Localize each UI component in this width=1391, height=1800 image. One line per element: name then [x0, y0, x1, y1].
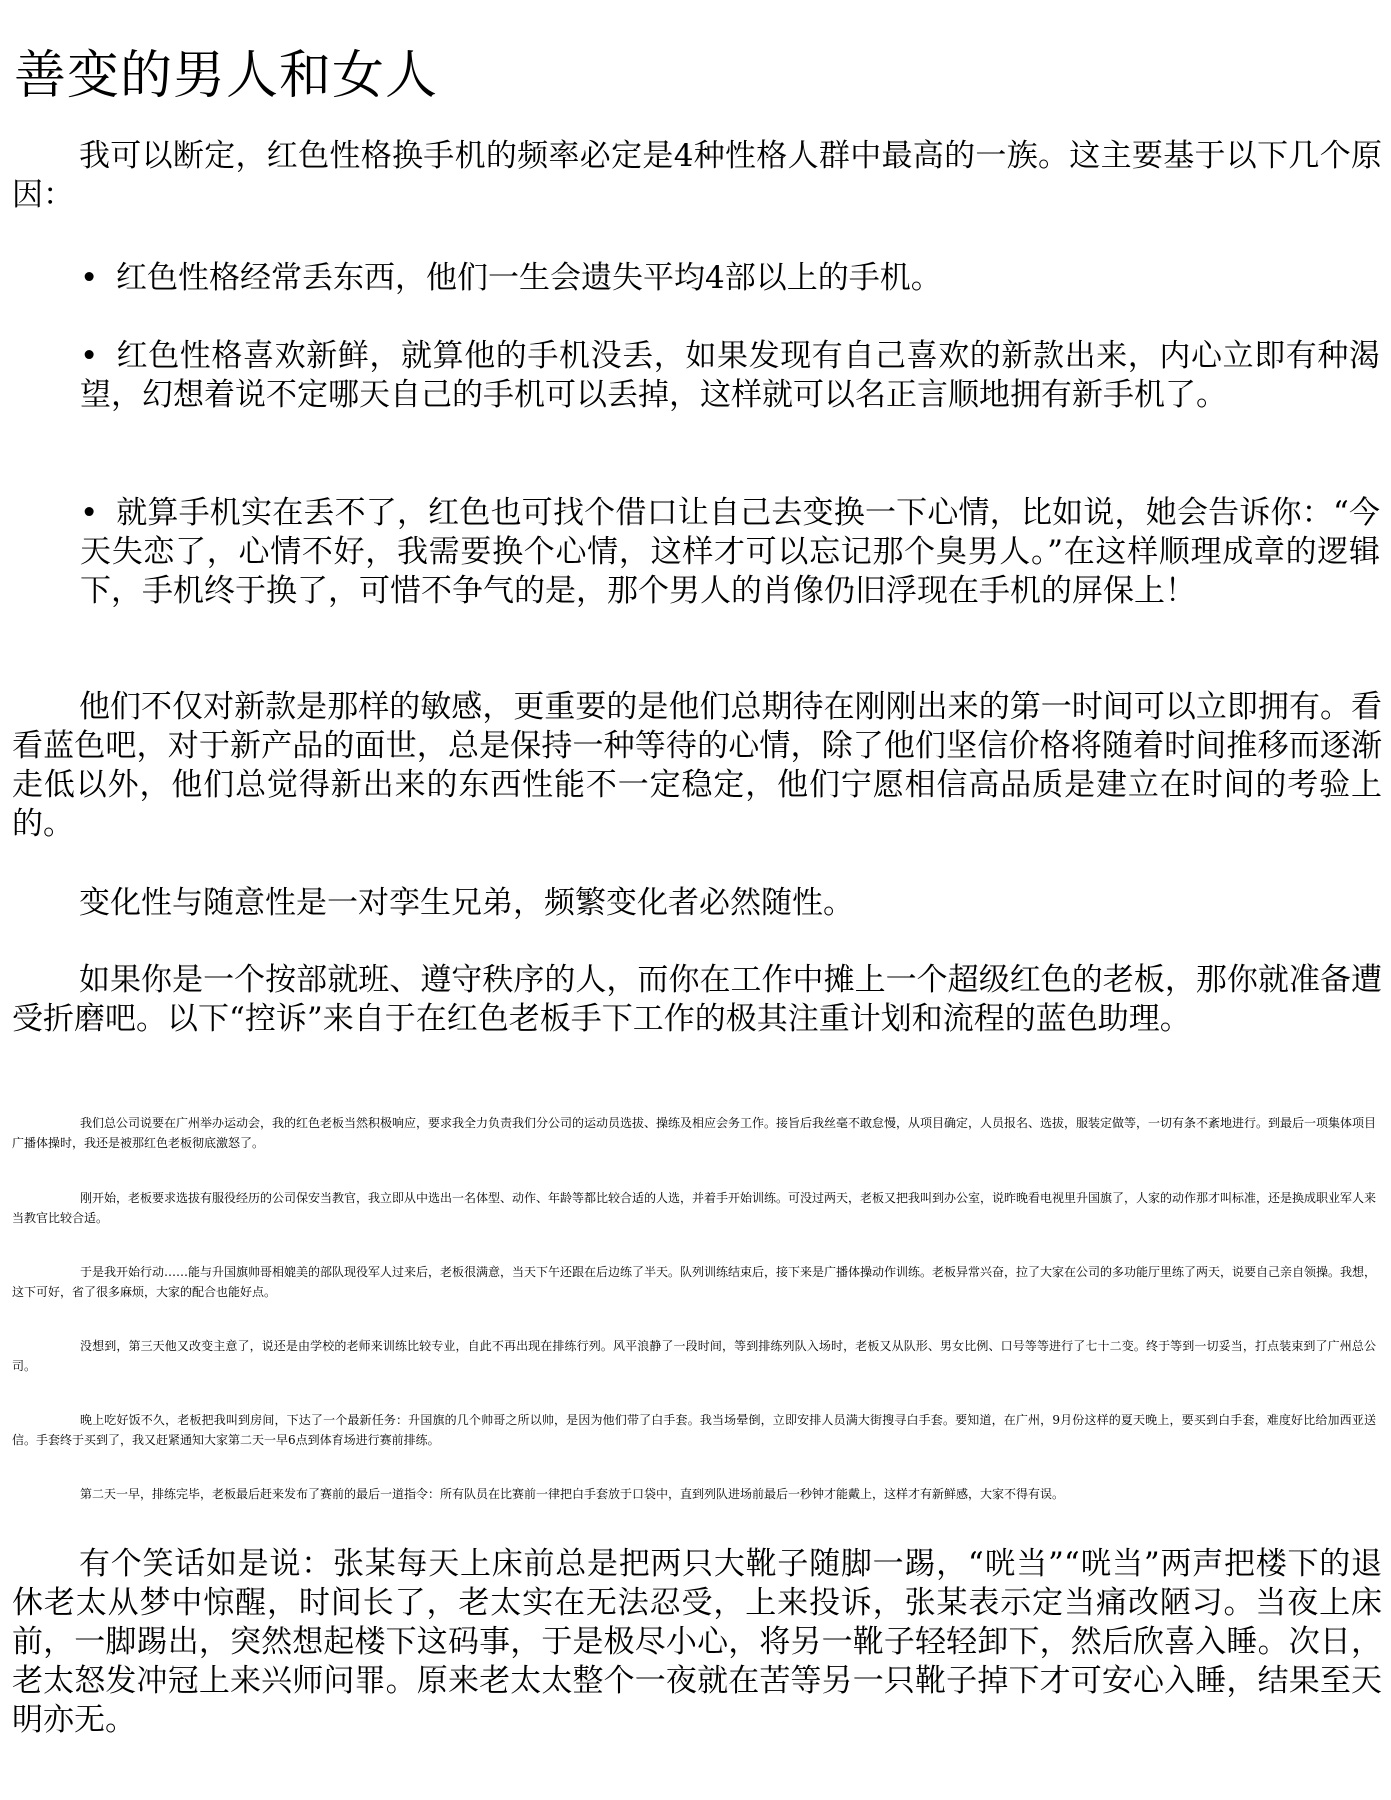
intro-paragraph: 我可以断定，红色性格换手机的频率必定是4种性格人群中最高的一族。这主要基于以下几个原因：: [12, 138, 1382, 213]
bullet-text: 红色性格喜欢新鲜，就算他的手机没丢，如果发现有自己喜欢的新款出来，内心立即有种渴望，幻想着说不定哪天自己的手机可以丢掉，这样就可以名正言顺地拥有新手机了。: [80, 338, 1380, 413]
story-paragraph-4: 没想到，第三天他又改变主意了，说还是由学校的老师来训练比较专业，自此不再出现在排练行列。风平浪静了一段时间，等到排练列队入场时，老板又从队形、男女比例、口号等等进行了七十二变。终于等到一切妥当，打点装束到了广州总公司。: [12, 1339, 1376, 1373]
boss-paragraph: 如果你是一个按部就班、遵守秩序的人，而你在工作中摊上一个超级红色的老板，那你就准备遭受折磨吧。以下“控诉”来自于在红色老板手下工作的极其注重计划和流程的蓝色助理。: [12, 962, 1382, 1037]
story-paragraph-6: 第二天一早，排练完毕，老板最后赶来发布了赛前的最后一道指令：所有队员在比赛前一律把白手套放于口袋中，直到列队进场前最后一秒钟才能戴上，这样才有新鲜感，大家不得有误。: [80, 1487, 1065, 1501]
bullet-item-2: [80, 337, 1380, 415]
bullet-item-3: [80, 494, 1380, 611]
twins-paragraph: 变化性与随意性是一对孪生兄弟，频繁变化者必然随性。: [79, 885, 854, 921]
story-paragraph-5: 晚上吃好饭不久，老板把我叫到房间，下达了一个最新任务：升国旗的几个帅哥之所以帅，是因为他们带了白手套。我当场晕倒，立即安排人员满大街搜寻白手套。要知道，在广州，9月份这样的夏天晚上，要买到白手套，难度好比给加西亚送信。手套终于买到了，我又赶紧通知大家第二天一早6点到体育场进行赛前排练。: [12, 1413, 1376, 1447]
story-paragraph-1: 我们总公司说要在广州举办运动会，我的红色老板当然积极响应，要求我全力负责我们分公司的运动员选拔、操练及相应会务工作。接旨后我丝毫不敢怠慢，从项目确定，人员报名、选拔，服装定做等，一切有条不紊地进行。到最后一项集体项目广播体操时，我还是被那红色老板彻底激怒了。: [12, 1116, 1377, 1150]
page-title: 善变的男人和女人: [14, 46, 439, 106]
bullet-symbol: •: [80, 495, 99, 531]
bullet-text: 红色性格经常丢东西，他们一生会遗失平均4部以上的手机。: [116, 260, 942, 296]
blue-paragraph: 他们不仅对新款是那样的敏感，更重要的是他们总期待在刚刚出来的第一时间可以立即拥有。看看蓝色吧，对于新产品的面世，总是保持一种等待的心情，除了他们坚信价格将随着时间推移而逐渐走低以外，他们总觉得新出来的东西性能不一定稳定，他们宁愿相信高品质是建立在时间的考验上的。: [12, 689, 1382, 842]
bullet-item-1: [80, 259, 1380, 298]
story-paragraph-2: 刚开始，老板要求选拔有服役经历的公司保安当教官，我立即从中选出一名体型、动作、年龄等都比较合适的人选，并着手开始训练。可没过两天，老板又把我叫到办公室，说昨晚看电视里升国旗了，人家的动作那才叫标准，还是换成职业军人来当教官比较合适。: [12, 1191, 1377, 1225]
story-paragraph-3: 于是我开始行动……能与升国旗帅哥相媲美的部队现役军人过来后，老板很满意，当天下午还跟在后边练了半天。队列训练结束后，接下来是广播体操动作训练。老板异常兴奋，拉了大家在公司的多功能厅里练了两天，说要自己亲自领操。我想，这下可好，省了很多麻烦，大家的配合也能好点。: [12, 1265, 1377, 1299]
bullet-symbol: •: [80, 338, 99, 374]
joke-paragraph: 有个笑话如是说：张某每天上床前总是把两只大靴子随脚一踢，“咣当”“咣当”两声把楼下的退休老太从梦中惊醒，时间长了，老太实在无法忍受，上来投诉，张某表示定当痛改陋习。当夜上床前，一脚踢出，突然想起楼下这码事，于是极尽小心，将另一靴子轻轻卸下，然后欣喜入睡。次日，老太怒发冲冠上来兴师问罪。原来老太太整个一夜就在苦等另一只靴子掉下才可安心入睡，结果至天明亦无。: [12, 1546, 1382, 1738]
bullet-text: 就算手机实在丢不了，红色也可找个借口让自己去变换一下心情，比如说，她会告诉你：“今天失恋了，心情不好，我需要换个心情，这样才可以忘记那个臭男人。”在这样顺理成章的逻辑下，手机终于换了，可惜不争气的是，那个男人的肖像仍旧浮现在手机的屏保上！: [80, 495, 1380, 609]
bullet-symbol: •: [80, 260, 99, 296]
